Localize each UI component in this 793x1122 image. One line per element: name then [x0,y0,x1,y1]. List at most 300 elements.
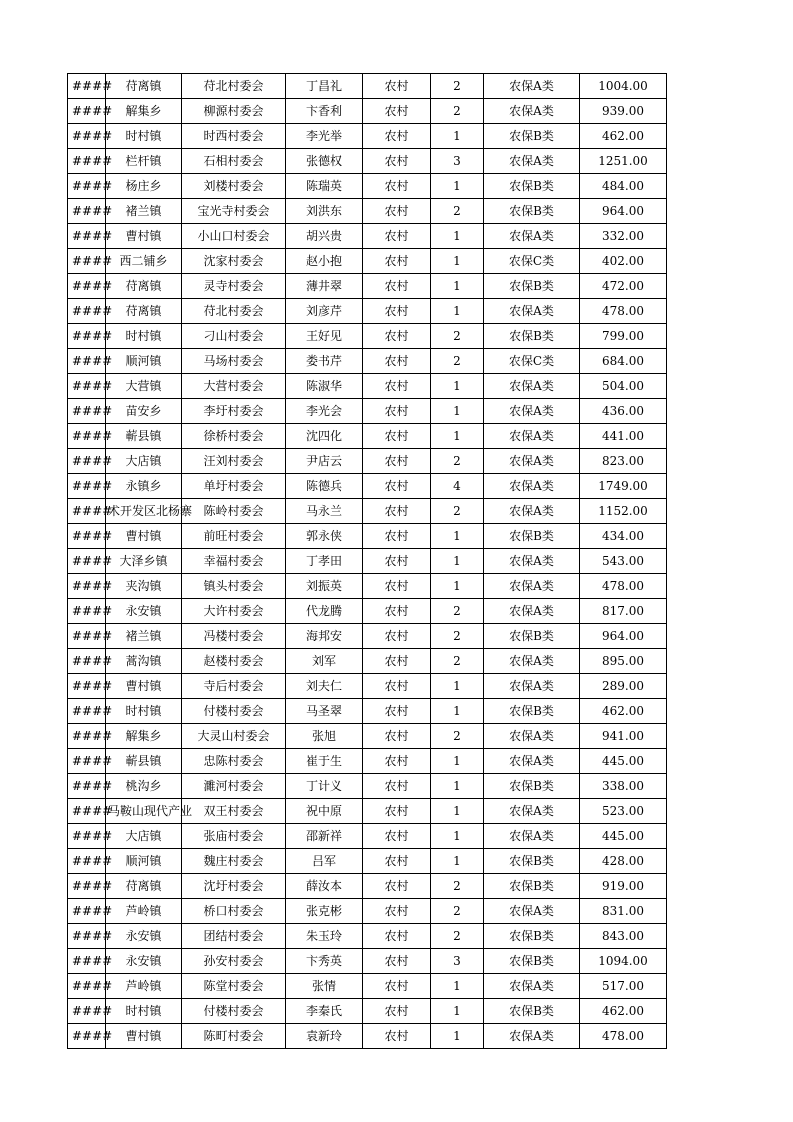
row-id-cell: #### [68,624,106,649]
village-cell: 苻北村委会 [182,299,286,324]
area-type-cell: 农村 [363,199,431,224]
town-cell: 苻离镇 [106,274,182,299]
household-count-cell: 1 [431,574,484,599]
table-row [68,699,667,724]
amount-cell: 436.00 [580,399,667,424]
table-row [68,749,667,774]
row-id-cell: #### [68,124,106,149]
area-type-cell: 农村 [363,774,431,799]
area-type-cell: 农村 [363,999,431,1024]
amount-cell: 919.00 [580,874,667,899]
table-row [68,899,667,924]
town-cell: 苗安乡 [106,399,182,424]
table-row [68,774,667,799]
table-row [68,649,667,674]
row-id-cell: #### [68,499,106,524]
name-cell: 海邦安 [286,624,363,649]
table-row [68,274,667,299]
area-type-cell: 农村 [363,949,431,974]
table-row [68,199,667,224]
town-cell: 大店镇 [106,449,182,474]
household-count-cell: 1 [431,374,484,399]
table-row [68,124,667,149]
area-type-cell: 农村 [363,899,431,924]
area-type-cell: 农村 [363,724,431,749]
area-type-cell: 农村 [363,349,431,374]
row-id-cell: #### [68,149,106,174]
town-cell: 时村镇 [106,699,182,724]
household-count-cell: 2 [431,874,484,899]
amount-cell: 1152.00 [580,499,667,524]
name-cell: 张德权 [286,149,363,174]
name-cell: 袁新玲 [286,1024,363,1049]
insurance-category-cell: 农保A类 [484,499,580,524]
row-id-cell: #### [68,224,106,249]
insurance-category-cell: 农保B类 [484,324,580,349]
name-cell: 吕军 [286,849,363,874]
table-row [68,399,667,424]
household-count-cell: 1 [431,424,484,449]
area-type-cell: 农村 [363,574,431,599]
household-count-cell: 1 [431,174,484,199]
table-row [68,449,667,474]
amount-cell: 338.00 [580,774,667,799]
insurance-category-cell: 农保A类 [484,1024,580,1049]
row-id-cell: #### [68,199,106,224]
name-cell: 刘军 [286,649,363,674]
household-count-cell: 1 [431,974,484,999]
insurance-category-cell: 农保A类 [484,824,580,849]
village-cell: 幸福村委会 [182,549,286,574]
table-row [68,424,667,449]
village-cell: 陈町村委会 [182,1024,286,1049]
insurance-category-cell: 农保A类 [484,799,580,824]
amount-cell: 478.00 [580,1024,667,1049]
insurance-category-cell: 农保A类 [484,149,580,174]
village-cell: 双王村委会 [182,799,286,824]
town-cell: 解集乡 [106,99,182,124]
village-cell: 桥口村委会 [182,899,286,924]
household-count-cell: 2 [431,99,484,124]
village-cell: 灵寺村委会 [182,274,286,299]
village-cell: 赵楼村委会 [182,649,286,674]
household-count-cell: 1 [431,799,484,824]
town-cell: 大营镇 [106,374,182,399]
amount-cell: 462.00 [580,124,667,149]
household-count-cell: 2 [431,349,484,374]
insurance-category-cell: 农保B类 [484,124,580,149]
village-cell: 魏庄村委会 [182,849,286,874]
village-cell: 马场村委会 [182,349,286,374]
amount-cell: 478.00 [580,574,667,599]
area-type-cell: 农村 [363,699,431,724]
name-cell: 刘夫仁 [286,674,363,699]
insurance-category-cell: 农保A类 [484,649,580,674]
area-type-cell: 农村 [363,874,431,899]
row-id-cell: #### [68,974,106,999]
village-cell: 付楼村委会 [182,999,286,1024]
table-row [68,499,667,524]
table-row [68,624,667,649]
area-type-cell: 农村 [363,1024,431,1049]
insurance-category-cell: 农保B类 [484,699,580,724]
village-cell: 汪刘村委会 [182,449,286,474]
town-cell: 时村镇 [106,999,182,1024]
name-cell: 刘振英 [286,574,363,599]
town-cell: 苻离镇 [106,299,182,324]
name-cell: 沈四化 [286,424,363,449]
insurance-category-cell: 农保C类 [484,349,580,374]
area-type-cell: 农村 [363,474,431,499]
row-id-cell: #### [68,74,106,99]
household-count-cell: 2 [431,449,484,474]
town-cell: 永安镇 [106,924,182,949]
amount-cell: 939.00 [580,99,667,124]
name-cell: 朱玉玲 [286,924,363,949]
household-count-cell: 1 [431,749,484,774]
table-row [68,74,667,99]
town-cell: 蒿沟镇 [106,649,182,674]
table-row [68,724,667,749]
area-type-cell: 农村 [363,599,431,624]
town-cell: 苻离镇 [106,874,182,899]
area-type-cell: 农村 [363,499,431,524]
table-row [68,149,667,174]
amount-cell: 445.00 [580,824,667,849]
village-cell: 濉河村委会 [182,774,286,799]
town-cell: 褚兰镇 [106,624,182,649]
row-id-cell: #### [68,674,106,699]
row-id-cell: #### [68,449,106,474]
town-cell: 芦岭镇 [106,974,182,999]
row-id-cell: #### [68,349,106,374]
insurance-category-cell: 农保A类 [484,599,580,624]
table-row [68,974,667,999]
name-cell: 张旭 [286,724,363,749]
village-cell: 陈岭村委会 [182,499,286,524]
amount-cell: 462.00 [580,699,667,724]
town-cell: 夹沟镇 [106,574,182,599]
table-row [68,949,667,974]
village-cell: 沈圩村委会 [182,874,286,899]
insurance-category-cell: 农保A类 [484,724,580,749]
insurance-category-cell: 农保A类 [484,899,580,924]
row-id-cell: #### [68,299,106,324]
insurance-category-cell: 农保C类 [484,249,580,274]
table-row [68,924,667,949]
household-count-cell: 2 [431,324,484,349]
row-id-cell: #### [68,99,106,124]
village-cell: 冯楼村委会 [182,624,286,649]
household-count-cell: 1 [431,699,484,724]
town-cell: 顺河镇 [106,349,182,374]
table-row [68,324,667,349]
amount-cell: 445.00 [580,749,667,774]
insurance-category-cell: 农保B类 [484,524,580,549]
insurance-category-cell: 农保B类 [484,874,580,899]
amount-cell: 441.00 [580,424,667,449]
amount-cell: 799.00 [580,324,667,349]
insurance-category-cell: 农保A类 [484,399,580,424]
name-cell: 陈德兵 [286,474,363,499]
row-id-cell: #### [68,824,106,849]
insurance-category-cell: 农保B类 [484,624,580,649]
name-cell: 崔于生 [286,749,363,774]
row-id-cell: #### [68,324,106,349]
town-cell: 大店镇 [106,824,182,849]
town-cell: 马鞍山现代产业 [106,799,182,824]
amount-cell: 484.00 [580,174,667,199]
area-type-cell: 农村 [363,99,431,124]
area-type-cell: 农村 [363,924,431,949]
table-row [68,599,667,624]
name-cell: 陈瑞英 [286,174,363,199]
amount-cell: 289.00 [580,674,667,699]
insurance-category-cell: 农保B类 [484,199,580,224]
village-cell: 大许村委会 [182,599,286,624]
village-cell: 小山口村委会 [182,224,286,249]
insurance-category-cell: 农保B类 [484,174,580,199]
village-cell: 刁山村委会 [182,324,286,349]
table-row [68,674,667,699]
name-cell: 李光会 [286,399,363,424]
household-count-cell: 1 [431,224,484,249]
village-cell: 宝光寺村委会 [182,199,286,224]
insurance-category-cell: 农保B类 [484,999,580,1024]
town-cell: 褚兰镇 [106,199,182,224]
household-count-cell: 2 [431,649,484,674]
area-type-cell: 农村 [363,399,431,424]
name-cell: 邵新祥 [286,824,363,849]
name-cell: 李光举 [286,124,363,149]
household-count-cell: 2 [431,624,484,649]
row-id-cell: #### [68,1024,106,1049]
insurance-category-cell: 农保A类 [484,549,580,574]
amount-cell: 434.00 [580,524,667,549]
household-count-cell: 1 [431,999,484,1024]
amount-cell: 1004.00 [580,74,667,99]
amount-cell: 684.00 [580,349,667,374]
town-cell: 永镇乡 [106,474,182,499]
household-count-cell: 3 [431,149,484,174]
row-id-cell: #### [68,899,106,924]
insurance-category-cell: 农保A类 [484,449,580,474]
area-type-cell: 农村 [363,274,431,299]
table-row [68,224,667,249]
name-cell: 李秦氏 [286,999,363,1024]
amount-cell: 1251.00 [580,149,667,174]
table-row [68,824,667,849]
name-cell: 卞香利 [286,99,363,124]
row-id-cell: #### [68,424,106,449]
row-id-cell: #### [68,174,106,199]
household-count-cell: 2 [431,599,484,624]
household-count-cell: 2 [431,924,484,949]
table-row [68,349,667,374]
town-cell: 术开发区北杨寨 [106,499,182,524]
row-id-cell: #### [68,999,106,1024]
town-cell: 解集乡 [106,724,182,749]
village-cell: 陈堂村委会 [182,974,286,999]
area-type-cell: 农村 [363,124,431,149]
insurance-category-cell: 农保A类 [484,974,580,999]
amount-cell: 941.00 [580,724,667,749]
area-type-cell: 农村 [363,324,431,349]
name-cell: 尹店云 [286,449,363,474]
table-row [68,474,667,499]
table-row [68,374,667,399]
village-cell: 孙安村委会 [182,949,286,974]
table-row [68,174,667,199]
town-cell: 永安镇 [106,599,182,624]
village-cell: 镇头村委会 [182,574,286,599]
area-type-cell: 农村 [363,524,431,549]
insurance-category-cell: 农保B类 [484,274,580,299]
table-row [68,849,667,874]
amount-cell: 1094.00 [580,949,667,974]
household-count-cell: 4 [431,474,484,499]
town-cell: 苻离镇 [106,74,182,99]
name-cell: 薄井翠 [286,274,363,299]
row-id-cell: #### [68,374,106,399]
row-id-cell: #### [68,524,106,549]
row-id-cell: #### [68,949,106,974]
insurance-category-cell: 农保A类 [484,224,580,249]
area-type-cell: 农村 [363,174,431,199]
village-cell: 沈家村委会 [182,249,286,274]
row-id-cell: #### [68,249,106,274]
area-type-cell: 农村 [363,374,431,399]
table-row [68,549,667,574]
town-cell: 顺河镇 [106,849,182,874]
row-id-cell: #### [68,774,106,799]
amount-cell: 817.00 [580,599,667,624]
name-cell: 娄书芹 [286,349,363,374]
village-cell: 时西村委会 [182,124,286,149]
town-cell: 杨庄乡 [106,174,182,199]
household-count-cell: 1 [431,849,484,874]
row-id-cell: #### [68,724,106,749]
row-id-cell: #### [68,649,106,674]
relief-roster-table [67,73,667,1049]
village-cell: 大营村委会 [182,374,286,399]
amount-cell: 504.00 [580,374,667,399]
amount-cell: 517.00 [580,974,667,999]
village-cell: 苻北村委会 [182,74,286,99]
name-cell: 薛汝本 [286,874,363,899]
row-id-cell: #### [68,549,106,574]
amount-cell: 964.00 [580,624,667,649]
village-cell: 寺后村委会 [182,674,286,699]
name-cell: 代龙腾 [286,599,363,624]
household-count-cell: 2 [431,74,484,99]
area-type-cell: 农村 [363,849,431,874]
insurance-category-cell: 农保A类 [484,749,580,774]
name-cell: 卞秀英 [286,949,363,974]
village-cell: 付楼村委会 [182,699,286,724]
row-id-cell: #### [68,399,106,424]
amount-cell: 831.00 [580,899,667,924]
village-cell: 刘楼村委会 [182,174,286,199]
household-count-cell: 1 [431,1024,484,1049]
insurance-category-cell: 农保B类 [484,924,580,949]
table-row [68,299,667,324]
table-row [68,99,667,124]
insurance-category-cell: 农保A类 [484,474,580,499]
village-cell: 柳源村委会 [182,99,286,124]
insurance-category-cell: 农保A类 [484,74,580,99]
village-cell: 李圩村委会 [182,399,286,424]
town-cell: 芦岭镇 [106,899,182,924]
area-type-cell: 农村 [363,824,431,849]
amount-cell: 543.00 [580,549,667,574]
household-count-cell: 1 [431,249,484,274]
household-count-cell: 1 [431,399,484,424]
insurance-category-cell: 农保A类 [484,574,580,599]
amount-cell: 332.00 [580,224,667,249]
area-type-cell: 农村 [363,299,431,324]
household-count-cell: 2 [431,199,484,224]
name-cell: 刘洪东 [286,199,363,224]
name-cell: 张克彬 [286,899,363,924]
village-cell: 单圩村委会 [182,474,286,499]
household-count-cell: 2 [431,724,484,749]
table-row [68,799,667,824]
name-cell: 马圣翠 [286,699,363,724]
name-cell: 王好见 [286,324,363,349]
amount-cell: 1749.00 [580,474,667,499]
name-cell: 马永兰 [286,499,363,524]
name-cell: 郭永侠 [286,524,363,549]
insurance-category-cell: 农保B类 [484,774,580,799]
household-count-cell: 2 [431,499,484,524]
area-type-cell: 农村 [363,974,431,999]
row-id-cell: #### [68,924,106,949]
table-row [68,524,667,549]
area-type-cell: 农村 [363,249,431,274]
village-cell: 张庙村委会 [182,824,286,849]
amount-cell: 402.00 [580,249,667,274]
town-cell: 大泽乡镇 [106,549,182,574]
household-count-cell: 1 [431,124,484,149]
household-count-cell: 1 [431,774,484,799]
row-id-cell: #### [68,874,106,899]
name-cell: 丁昌礼 [286,74,363,99]
village-cell: 团结村委会 [182,924,286,949]
insurance-category-cell: 农保B类 [484,849,580,874]
town-cell: 曹村镇 [106,1024,182,1049]
village-cell: 忠陈村委会 [182,749,286,774]
town-cell: 曹村镇 [106,224,182,249]
town-cell: 西二铺乡 [106,249,182,274]
table-body [68,74,667,1049]
town-cell: 时村镇 [106,124,182,149]
row-id-cell: #### [68,474,106,499]
row-id-cell: #### [68,274,106,299]
amount-cell: 478.00 [580,299,667,324]
row-id-cell: #### [68,799,106,824]
area-type-cell: 农村 [363,224,431,249]
table-row [68,574,667,599]
household-count-cell: 1 [431,274,484,299]
household-count-cell: 2 [431,899,484,924]
household-count-cell: 1 [431,674,484,699]
area-type-cell: 农村 [363,424,431,449]
insurance-category-cell: 农保A类 [484,299,580,324]
insurance-category-cell: 农保A类 [484,424,580,449]
town-cell: 曹村镇 [106,524,182,549]
amount-cell: 895.00 [580,649,667,674]
